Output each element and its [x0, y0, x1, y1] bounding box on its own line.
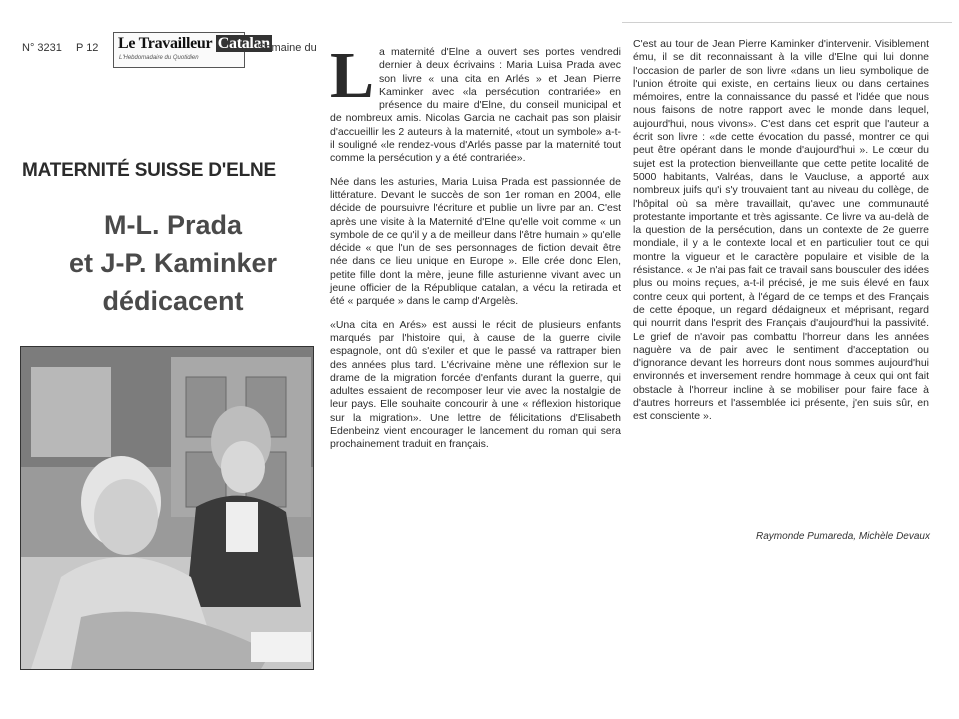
logo-word-1: Le Travailleur — [118, 35, 213, 52]
article-paragraph-2: Née dans les asturies, Maria Luisa Prada est passionnée de littérature. Devant le succès de son 1er roman en 2004, elle décide de poursuivre l'écriture et publie un livre par an. C'est après une visite à la Maternité d'Elne qu'elle voit comme « un symbole de ce qu'il y a de meilleur dans l'être humain » qu'elle décide « que l'un de ses personnages de fiction devait être née dans ce lieu unique en Europe ». Elle crée donc Elen, petite fille dont la mère, jeune fille asturienne vivant avec un jeune officier de la République catalan, a vécu la retirada et été « parquée » dans le camp d'Argelès. — [330, 175, 621, 308]
article-paragraph-1 — [330, 39, 621, 166]
logo-word-2: Catalan — [217, 35, 270, 52]
newspaper-logo — [113, 32, 270, 68]
drop-cap: L — [330, 39, 375, 112]
paragraph-1-text: a maternité d'Elne a ouvert ses portes vendredi dernier à deux écrivains : Maria Luisa Prada avec son livre « una cita en Arlés » et Jean Pierre Kaminker avec «la persécution contrariée» en présence du maire d'Elne, du conseil municipal et de nombreux amis. Nicolas Garcia ne cachait pas son plaisir d'accueillir les 2 auteurs à la maternité, «tout un symbole» a-t-il souligné «le rendez-vous d'Arlés passe par la maternité tout comme la persécution y a été contrariée». — [330, 46, 621, 165]
article-photo — [20, 346, 314, 670]
left-column — [18, 28, 318, 678]
article-column-1 — [330, 39, 621, 462]
page-number: P 12 — [76, 42, 99, 54]
author-signature: Raymonde Pumareda, Michèle Devaux — [756, 531, 930, 542]
masthead — [18, 28, 318, 68]
week-label: Semaine du — [258, 42, 317, 54]
article-paragraph-4: C'est au tour de Jean Pierre Kaminker d'intervenir. Visiblement ému, il se dit reconnaissant à la ville d'Elne qui lui donne l'occasion de parler de son livre «dans un lieu symbolique de l'union étroite qui existe, en certains lieux ou dans certaines mémoires, entre la connaissance du passé et l'idée que nous nous faisons de notre rapport avec le monde dans lequel, aujourd'hui, nous vivons». C'est dans cet esprit que l'auteur a écrit son livre : «de cette évocation du passé, montrer ce qui peut être opérant dans le monde d'aujourd'hui ». Le cœur du sujet est la protection bienveillante que cette petite localité de 5000 habitants, Valréas, dans le Vaucluse, a apporté aux nombreux juifs qu'i s'y trouvaient tant au niveau du collège, de l'hôpital où sa mère travaillait, qu'avec une communauté protestante importante et très agissante. Ce livre va au-delà de la question de la persécution, dans un contexte de 2e guerre mondiale, il y a le contexte local et en particulier tout ce qui montre la vigueur et le caractère populaire et visible de la résistance. « Je n'ai pas fait ce travail sans bousculer des idées plus ou moins reçues, a-t-il précisé, je me suis élevé en faux contre ceux qui portent, à l'égard de ce temps et des Français de cette époque, un regard dédaigneux et méprisant, regard qui nourrit dans l'esprit des Français d'aujourd'hui la passivité. Le grief de n'avoir pas combattu l'horreur dans les années naguère va de pair avec le sentiment d'acceptation ou d'ignorance devant les horreurs dont nous sommes aujourd'hui environnés et inversement rendre hommage à ceux qui ont fait obstacle à l'horreur incline à se mobiliser pour faire face à d'autres horreurs et l'assemblée ici présente, j'en suis sûr, en est consciente ». — [633, 38, 929, 423]
headline-line-2: et J-P. Kaminker — [68, 248, 278, 278]
rubric-title: MATERNITÉ SUISSE D'ELNE — [22, 160, 276, 181]
logo-tagline: L'Hebdomadaire du Quotidien — [119, 55, 199, 61]
top-divider — [622, 22, 952, 23]
headline-line-1: M-L. Prada — [103, 210, 243, 240]
issue-number: N° 3231 — [22, 42, 62, 54]
article-paragraph-3: «Una cita en Arés» est aussi le récit de plusieurs enfants marqués par l'histoire qui, à cause de la guerre civile espagnole, ont dû s'exiler et que le passé va rattraper bien des années plus tard. L'écrivaine mène une réflexion sur le drame de la migration forcée d'enfants durant la guerre, qui adultes essaient de recomposer leur vie avec la nostalgie de leur pays. Elle souhaite concourir à une « réflexion historique sur la migration». Une lettre de félicitations d'Elisabeth Edenbeinz vient encourager le lancement du roman qui sera prochainement traduit en français. — [330, 318, 621, 451]
article-column-2 — [633, 38, 929, 434]
headline — [48, 206, 298, 320]
headline-line-3: dédicacent — [102, 286, 244, 316]
photo-illustration — [21, 347, 313, 669]
